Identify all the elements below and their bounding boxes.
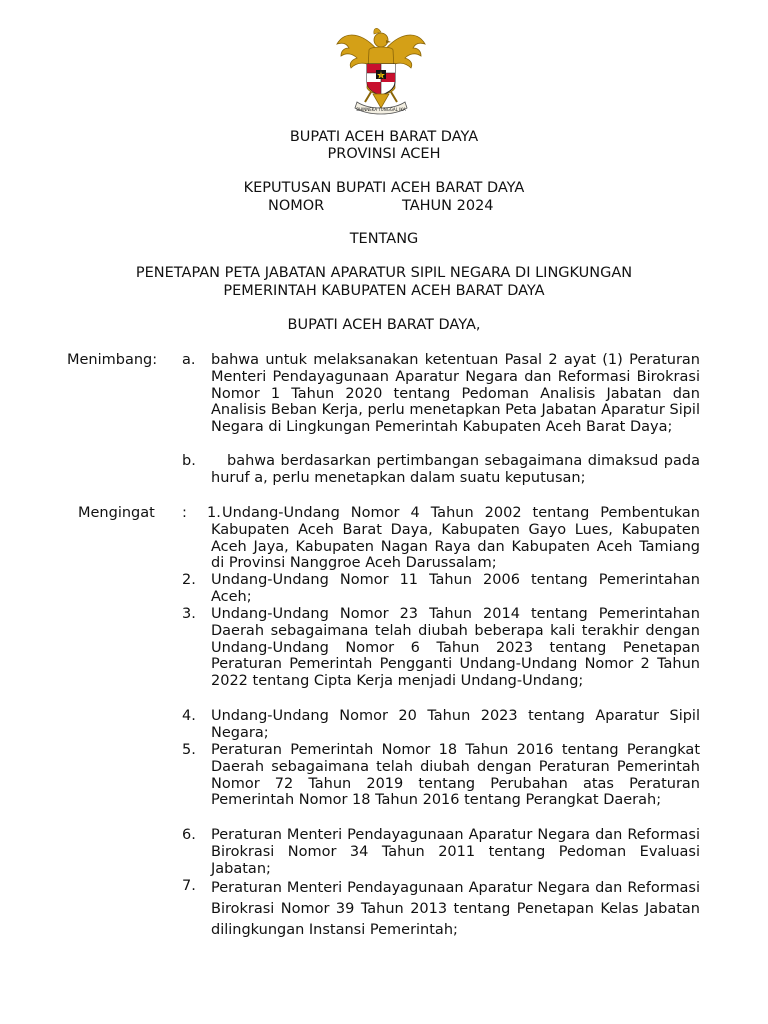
mengingat-item-5: Peraturan Pemerintah Nomor 18 Tahun 2016 tentang Perangkat Daerah sebagaimana telah diubah dengan Peraturan Pemerintah Nomor 72 Tahun 2019 tentang Perubahan atas Peraturan Pemerintah Nomor 18 Tahun 2016 tentang Perangkat Daerah; xyxy=(211,742,700,809)
list-marker: 2. xyxy=(182,572,196,588)
list-marker: b. xyxy=(182,453,196,469)
mengingat-item-3: Undang-Undang Nomor 23 Tahun 2014 tentang Pemerintahan Daerah sebagaimana telah diubah beberapa kali terakhir dengan Undang-Undang Nomor 6 Tahun 2023 tentang Penetapan Peraturan Pemerintah Pengganti Undang-Undang Nomor 2 Tahun 2022 tentang Cipta Kerja menjadi Undang-Undang; xyxy=(211,606,700,690)
list-marker: a. xyxy=(182,352,196,368)
svg-text:BHINNEKA TUNGGAL IKA: BHINNEKA TUNGGAL IKA xyxy=(356,107,406,112)
mengingat-item-1: Undang-Undang Nomor 4 Tahun 2002 tentang Pembentukan Kabupaten Aceh Barat Daya, Kabupaten Gayo Lues, Kabupaten Aceh Jaya, Kabupaten Nagan Raya dan Kabupaten Aceh Tamiang di Provinsi Nanggroe Aceh Darussalam; xyxy=(211,505,700,572)
menimbang-label: Menimbang: xyxy=(67,352,158,368)
subject-line-1: PENETAPAN PETA JABATAN APARATUR SIPIL NEGARA DI LINGKUNGAN xyxy=(135,265,633,281)
tahun-label: TAHUN 2024 xyxy=(402,198,494,214)
menimbang-item-b-text: bahwa berdasarkan pertimbangan sebagaimana dimaksud pada huruf a, perlu menetapkan dalam suatu keputusan; xyxy=(211,453,700,486)
list-marker: 3. xyxy=(182,606,196,622)
menimbang-item-a: bahwa untuk melaksanakan ketentuan Pasal 2 ayat (1) Peraturan Menteri Pendayagunaan Aparatur Negara dan Reformasi Birokrasi Nomor 1 Tahun 2020 tentang Pedoman Analisis Jabatan dan Analisis Beban Kerja, perlu menetapkan Peta Jabatan Aparatur Sipil Negara di Lingkungan Pemerintah Kabupaten Aceh Barat Daya; xyxy=(211,352,700,436)
mengingat-colon: : xyxy=(182,505,187,521)
mengingat-item-6: Peraturan Menteri Pendayagunaan Aparatur Negara dan Reformasi Birokrasi Nomor 34 Tahun 2011 tentang Pedoman Evaluasi Jabatan; xyxy=(211,827,700,877)
tentang-heading: TENTANG xyxy=(349,231,419,247)
decree-title: KEPUTUSAN BUPATI ACEH BARAT DAYA xyxy=(243,180,525,196)
garuda-emblem-icon xyxy=(333,22,429,118)
nomor-label: NOMOR xyxy=(268,198,325,214)
mengingat-item-7: Peraturan Menteri Pendayagunaan Aparatur Negara dan Reformasi Birokrasi Nomor 39 Tahun 2013 tentang Penetapan Kelas Jabatan dilingkungan Instansi Pemerintah; xyxy=(211,880,700,938)
issuer-title: BUPATI ACEH BARAT DAYA xyxy=(289,129,479,145)
subject-line-2: PEMERINTAH KABUPATEN ACEH BARAT DAYA xyxy=(223,283,545,299)
mengingat-item-2: Undang-Undang Nomor 11 Tahun 2006 tentang Pemerintahan Aceh; xyxy=(211,572,700,605)
list-marker: 7. xyxy=(182,878,196,894)
list-marker: 1. xyxy=(207,505,221,521)
mengingat-item-4: Undang-Undang Nomor 20 Tahun 2023 tentang Aparatur Sipil Negara; xyxy=(211,708,700,741)
list-marker: 5. xyxy=(182,742,196,758)
list-marker: 4. xyxy=(182,708,196,724)
list-marker: 6. xyxy=(182,827,196,843)
mengingat-label: Mengingat xyxy=(78,505,155,521)
issuer-signature-heading: BUPATI ACEH BARAT DAYA, xyxy=(287,317,481,333)
menimbang-item-b xyxy=(211,453,700,487)
province-title: PROVINSI ACEH xyxy=(327,146,441,162)
